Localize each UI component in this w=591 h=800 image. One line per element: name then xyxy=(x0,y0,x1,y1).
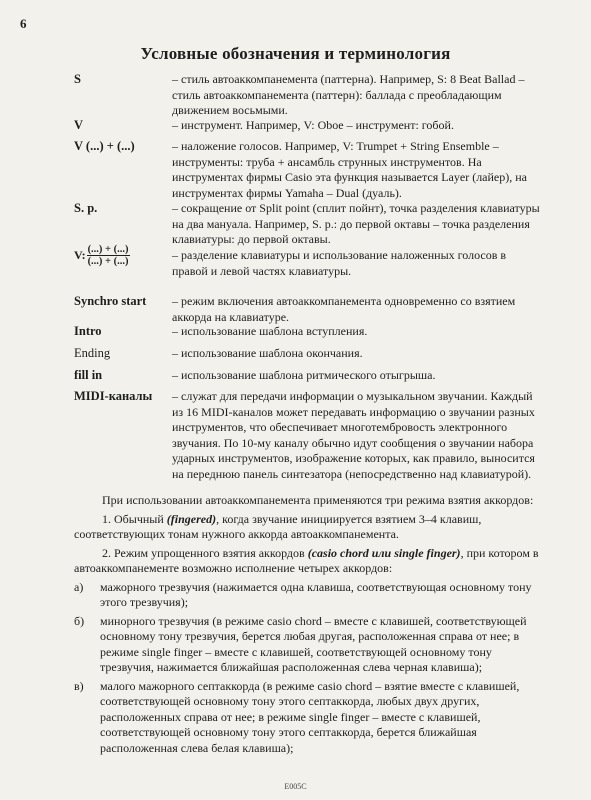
list-item xyxy=(74,679,544,757)
definition-text: – использование шаблона вступления. xyxy=(172,324,368,338)
list-item-text: мажорного трезвучия (нажимается одна клавиша, соответствующая основному тону этого трезвучия); xyxy=(100,579,532,609)
definition-term: S xyxy=(74,72,81,86)
fraction xyxy=(87,244,130,267)
mode-2-rest: , при котором в автоаккомпанементе возможно исполнение четырех аккордов: xyxy=(74,545,539,575)
mode-2-paragraph xyxy=(74,546,544,577)
definition-term: Intro xyxy=(74,324,102,338)
list-item-text: малого мажорного септаккорда (в режиме casio chord – взятие вместе с клавишей, соответствующей основному тону этого септаккорда, любых двух других, расположенных справа от нее; в режиме single finger – вместе с клавишей, соответствующей основному тону этого септаккорда, берется ближайшая расположенная слева белая клавиша); xyxy=(100,678,520,755)
mode-1-paragraph xyxy=(74,512,544,543)
definition-term: MIDI-каналы xyxy=(74,389,153,403)
page-title: Условные обозначения и терминология xyxy=(140,44,451,63)
mode-2-prefix: 2. Режим упрощенного взятия аккордов xyxy=(102,545,308,560)
fraction-bottom: (...) + (...) xyxy=(87,256,129,267)
definition-term xyxy=(74,244,130,267)
body-text xyxy=(74,493,544,759)
list-item-letter: б) xyxy=(74,613,85,628)
definition-text: – инструмент. Например, V: Oboe – инструмент: гобой. xyxy=(172,118,454,132)
mode-1-term: (fingered) xyxy=(166,511,217,526)
intro-paragraph: При использовании автоаккомпанемента применяются три режима взятия аккордов: xyxy=(102,493,534,507)
list-item-letter: в) xyxy=(74,678,84,693)
mode-2-term: (casio chord или single finger) xyxy=(307,545,461,560)
mode-1-prefix: 1. Обычный xyxy=(102,511,167,526)
list-item xyxy=(74,580,544,611)
definition-term: V xyxy=(74,118,84,132)
definition-term: S. p. xyxy=(74,201,98,215)
definition-text: – стиль автоаккомпанемента (паттерна). Например, S: 8 Beat Ballad – стиль автоаккомпанемента (паттерн): баллада с преобладающим движением восьмыми. xyxy=(172,72,525,117)
mode-1-rest: , когда звучание инициируется взятием 3–4 клавиш, соответствующих тонам нужного аккорда автоаккомпанемента. xyxy=(74,511,482,541)
chord-list xyxy=(74,580,544,757)
definition-term: V (...) + (...) xyxy=(74,139,135,153)
definition-term: Ending xyxy=(74,346,111,360)
definition-text: – сокращение от Split point (сплит пойнт), точка разделения клавиатуры на два мануала. Например, S. p.: до первой октавы – точка разделения клавиатуры: до первой октавы. xyxy=(172,201,540,246)
footer-code: Е005С xyxy=(284,782,307,791)
list-item xyxy=(74,614,544,676)
definition-text: – использование шаблона ритмического отыгрыша. xyxy=(172,368,436,382)
term-prefix: V: xyxy=(74,248,86,262)
definition-text: – служат для передачи информации о музыкальном звучании. Каждый из 16 MIDI-каналов может передавать информацию о звучании разных инструментов, что обеспечивает многотембровость электронного звучания. По 10-му каналу обычно идут сообщения о звучании набора ударных инструментов, изображение которых, как правило, выносится на переднюю панель синтезатора (непосредственно над клавиатурой). xyxy=(172,389,535,481)
definition-text: – наложение голосов. Например, V: Trumpet + String Ensemble – инструменты: труба + ансамбль струнных инструментов. На инструментах фирмы Casio эта функция называется Layer (лайер), на инструментах фирмы Yamaha – Dual (дуаль). xyxy=(172,139,527,200)
definition-term: fill in xyxy=(74,368,103,382)
list-item-text: минорного трезвучия (в режиме casio chord – вместе с клавишей, соответствующей основному тону трезвучия, берется любая другая, расположенная справа от нее; в режиме single finger – вместе с клавишей, соответствующей основному тону трезвучия, нажимается ближайшая расположенная слева черная клавиша); xyxy=(100,613,527,674)
fraction-top: (...) + (...) xyxy=(87,244,129,255)
definition-text: – режим включения автоаккомпанемента одновременно со взятием аккорда на клавиатуре. xyxy=(172,294,516,324)
page-number: 6 xyxy=(20,16,27,31)
definition-text: – разделение клавиатуры и использование наложенных голосов в правой и левой частях клавиатуры. xyxy=(172,248,507,278)
definition-text: – использование шаблона окончания. xyxy=(172,346,363,360)
definition-term: Synchro start xyxy=(74,294,147,308)
list-item-letter: а) xyxy=(74,579,84,594)
